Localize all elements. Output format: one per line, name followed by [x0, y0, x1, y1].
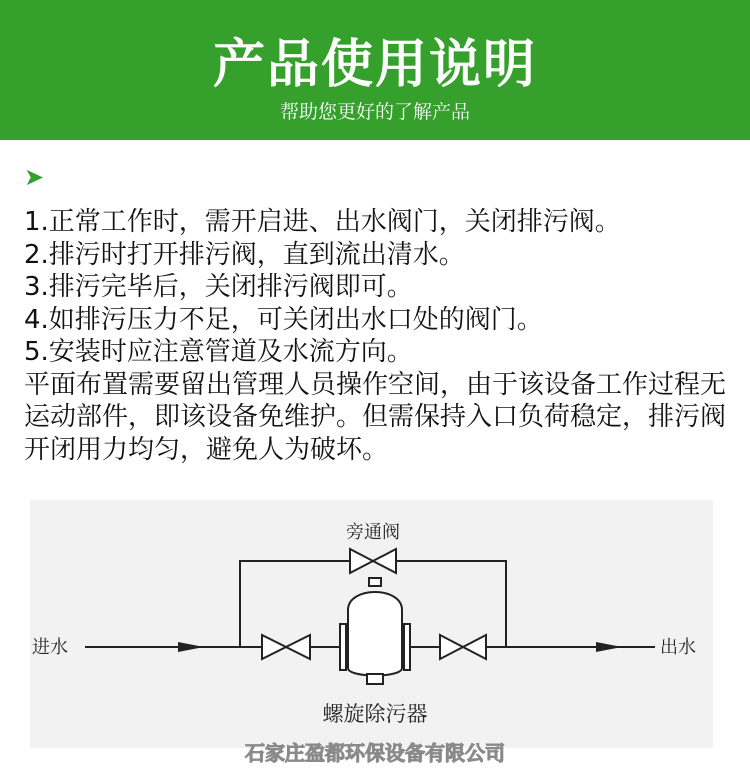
bypass-valve-icon: [350, 549, 396, 573]
installation-note: 平面布置需要留出管理人员操作空间，由于该设备工作过程无运动部件，即该设备免维护。但需保持入口负荷稳定，排污阀开闭用力均匀，避免人为破坏。: [24, 369, 727, 465]
bypass-pipe: [240, 561, 350, 647]
outlet-label: 出水: [660, 637, 696, 658]
piping-diagram: [30, 500, 713, 748]
arrowhead-icon: ➤: [24, 163, 45, 191]
device-label: 螺旋除污器: [322, 702, 428, 726]
instruction-item: 1.正常工作时，需开启进、出水阀门，关闭排污阀。: [24, 207, 621, 237]
instruction-list: [24, 206, 736, 466]
page-title: 产品使用说明: [212, 35, 537, 95]
instruction-item: 5.安装时应注意管道及水流方向。: [24, 337, 413, 367]
spiral-separator-icon: [340, 578, 410, 684]
outlet-valve-icon: [440, 635, 486, 659]
bypass-valve-label: 旁通阀: [346, 522, 400, 543]
instruction-item: 4.如排污压力不足，可关闭出水口处的阀门。: [24, 304, 543, 335]
header-banner: [0, 0, 750, 140]
inlet-valve-icon: [262, 635, 310, 659]
instruction-item: 2.排污时打开排污阀，直到流出清水。: [24, 239, 465, 270]
bypass-pipe: [396, 561, 506, 647]
flow-arrow-icon: [178, 642, 204, 652]
company-watermark: 石家庄盈都环保设备有限公司: [245, 741, 505, 765]
instruction-item: 3.排污完毕后，关闭排污阀即可。: [24, 272, 413, 302]
inlet-label: 进水: [32, 637, 68, 658]
page-subtitle: 帮助您更好的了解产品: [279, 101, 470, 123]
flow-arrow-icon: [596, 642, 622, 652]
